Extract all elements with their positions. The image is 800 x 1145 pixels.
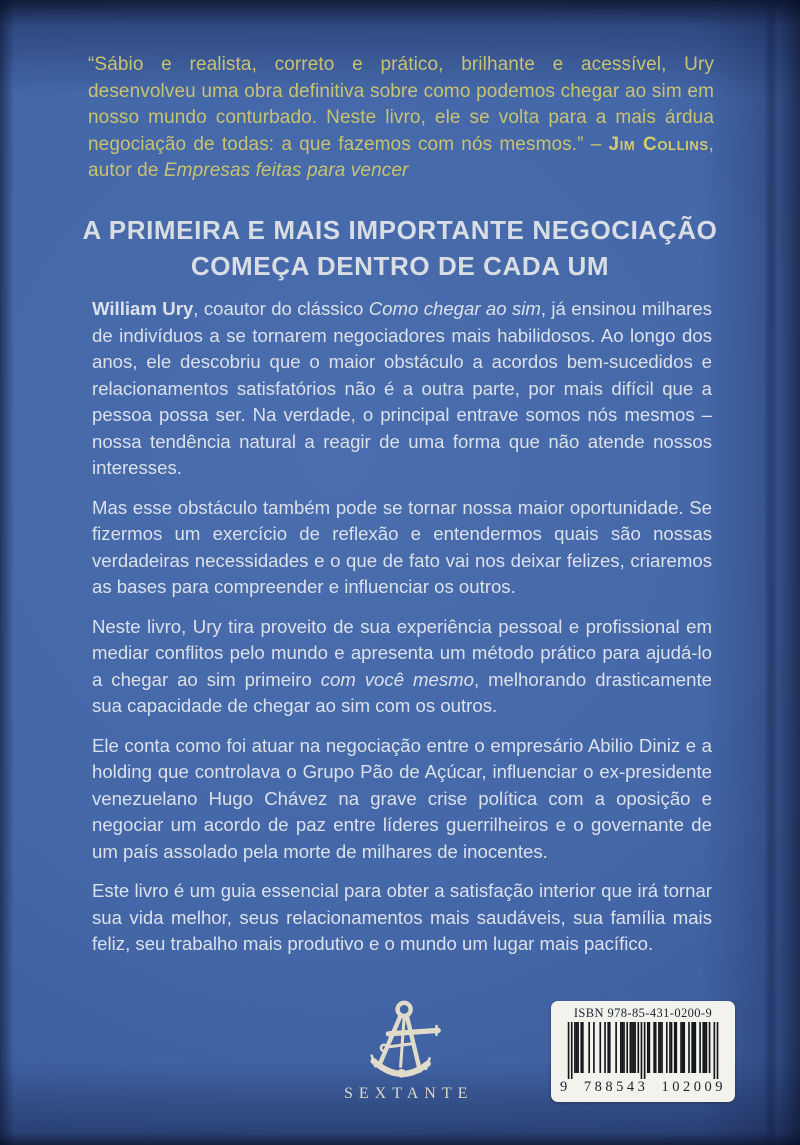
publisher-name: SEXTANTE <box>344 1085 474 1102</box>
barcode-digits: 9 788543 102009 <box>560 1079 726 1095</box>
barcode-bars-icon <box>567 1022 719 1079</box>
synopsis-paragraph: William Ury, coautor do clássico Como chegar ao sim, já ensinou milhares de indivíduos a se tornarem negociadores mais habilidosos. Ao longo dos anos, ele descobriu que o maior obstáculo a acordos bem-sucedidos e relacionamentos satisfatórios não é a outra parte, por mais difícil que a pessoa possa ser. Na verdade, o principal entrave somos nós mesmos – nossa tendência natural a reagir de uma forma que não atende nossos interesses. <box>92 298 712 478</box>
synopsis-paragraph: Mas esse obstáculo também pode se tornar nossa maior oportunidade. Se fizermos um exercício de reflexão e entendermos quais são nossas verdadeiras necessidades e o que de fato vai nos deixar felizes, criaremos as bases para compreender e influenciar os outros. <box>92 496 712 597</box>
sextant-icon <box>361 998 449 1082</box>
synopsis-paragraph: Este livro é um guia essencial para obter a satisfação interior que irá tornar sua vida melhor, seus relacionamentos mais saudáveis, sua família mais feliz, seu trabalho mais produtivo e o mundo um lugar mais pacífico. <box>92 880 712 954</box>
book-headline: A PRIMEIRA E MAIS IMPORTANTE NEGOCIAÇÃO COMEÇA DENTRO DE CADA UM <box>82 215 718 281</box>
synopsis <box>92 296 712 971</box>
publisher-logo <box>338 998 472 1103</box>
endorsement-quote: “Sábio e realista, correto e prático, brilhante e acessível, Ury desenvolveu uma obra definitiva sobre como podemos chegar ao sim em nosso mundo conturbado. Neste livro, ele se volta para a mais árdua negociação de todas: a que fazemos com nós mesmos.” – Jim Collins, autor de Empresas feitas para vencer <box>88 54 714 181</box>
synopsis-paragraph: Ele conta como foi atuar na negociação entre o empresário Abilio Diniz e a holding que controlava o Grupo Pão de Açúcar, influenciar o ex-presidente venezuelano Hugo Chávez na grave crise política com a oposição e negociar um acordo de paz entre líderes guerrilheiros e o governante de um país assolado pela morte de milhares de inocentes. <box>92 734 712 862</box>
isbn-number: ISBN 978-85-431-0200-9 <box>573 1006 713 1020</box>
synopsis-paragraph: Neste livro, Ury tira proveito de sua experiência pessoal e profissional em mediar conflitos pelo mundo e apresenta um método prático para ajudá-lo a chegar ao sim primeiro com você mesmo, melhorando drasticamente sua capacidade de chegar ao sim com os outros. <box>92 615 712 716</box>
isbn-barcode-label <box>551 1001 735 1102</box>
